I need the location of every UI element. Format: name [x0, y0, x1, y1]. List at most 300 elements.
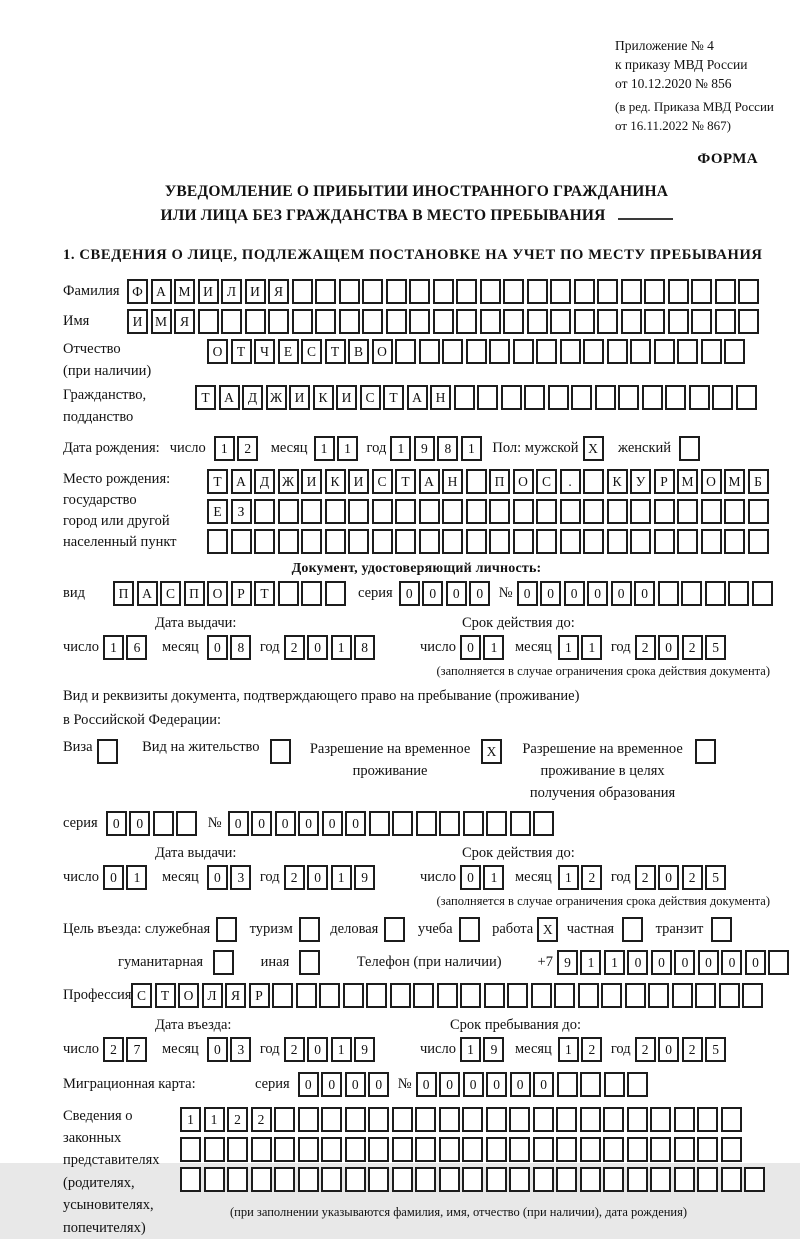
char-cell[interactable] — [419, 339, 440, 364]
char-cell[interactable] — [738, 309, 759, 334]
char-cell[interactable] — [509, 1167, 530, 1192]
char-cell[interactable] — [603, 1137, 624, 1162]
char-cell[interactable] — [580, 1167, 601, 1192]
char-cell[interactable] — [325, 499, 346, 524]
char-cell[interactable] — [462, 1167, 483, 1192]
char-cell[interactable] — [439, 1107, 460, 1132]
char-cell[interactable] — [462, 1137, 483, 1162]
char-cell[interactable] — [548, 385, 569, 410]
char-cell[interactable] — [674, 1137, 695, 1162]
char-cell[interactable] — [409, 309, 430, 334]
char-cell[interactable] — [489, 339, 510, 364]
char-cell[interactable]: О — [513, 469, 534, 494]
char-cell[interactable] — [463, 811, 484, 836]
char-cell[interactable] — [524, 385, 545, 410]
char-cell[interactable]: Ж — [266, 385, 287, 410]
char-cell[interactable] — [442, 529, 463, 554]
checkbox-study[interactable] — [459, 917, 480, 942]
char-cell[interactable]: Т — [195, 385, 216, 410]
char-cell[interactable]: 0 — [745, 950, 766, 975]
char-cell[interactable] — [176, 811, 197, 836]
char-cell[interactable]: Т — [325, 339, 346, 364]
char-cell[interactable]: 0 — [106, 811, 127, 836]
char-cell[interactable] — [574, 309, 595, 334]
char-cell[interactable] — [395, 529, 416, 554]
char-cell[interactable]: 2 — [237, 436, 258, 461]
char-cell[interactable] — [339, 279, 360, 304]
char-cell[interactable]: 5 — [705, 865, 726, 890]
char-cell[interactable] — [180, 1167, 201, 1192]
char-cell[interactable] — [574, 279, 595, 304]
char-cell[interactable] — [533, 1107, 554, 1132]
char-cell[interactable]: С — [131, 983, 152, 1008]
char-cell[interactable] — [198, 309, 219, 334]
char-cell[interactable]: 1 — [580, 950, 601, 975]
char-cell[interactable]: 1 — [558, 865, 579, 890]
char-cell[interactable] — [510, 811, 531, 836]
char-cell[interactable]: 0 — [587, 581, 608, 606]
char-cell[interactable] — [691, 279, 712, 304]
char-cell[interactable] — [274, 1107, 295, 1132]
char-cell[interactable]: 2 — [581, 865, 602, 890]
char-cell[interactable]: 0 — [345, 811, 366, 836]
char-cell[interactable]: 0 — [207, 635, 228, 660]
checkbox-temp-permit-edu[interactable] — [695, 739, 716, 764]
char-cell[interactable] — [627, 1107, 648, 1132]
char-cell[interactable]: К — [313, 385, 334, 410]
char-cell[interactable]: И — [348, 469, 369, 494]
char-cell[interactable] — [677, 339, 698, 364]
char-cell[interactable] — [650, 1167, 671, 1192]
char-cell[interactable]: И — [336, 385, 357, 410]
char-cell[interactable]: Т — [383, 385, 404, 410]
char-cell[interactable]: 1 — [314, 436, 335, 461]
char-cell[interactable]: 1 — [460, 1037, 481, 1062]
char-cell[interactable]: 0 — [658, 865, 679, 890]
char-cell[interactable] — [362, 279, 383, 304]
checkbox-business[interactable] — [384, 917, 405, 942]
char-cell[interactable]: 8 — [230, 635, 251, 660]
char-cell[interactable] — [419, 529, 440, 554]
char-cell[interactable] — [419, 499, 440, 524]
char-cell[interactable]: 9 — [483, 1037, 504, 1062]
checkbox-work[interactable]: X — [537, 917, 558, 942]
char-cell[interactable] — [221, 309, 242, 334]
char-cell[interactable] — [439, 1167, 460, 1192]
char-cell[interactable] — [583, 529, 604, 554]
checkbox-temp-permit[interactable]: X — [481, 739, 502, 764]
char-cell[interactable] — [603, 1107, 624, 1132]
char-cell[interactable]: 3 — [230, 865, 251, 890]
checkbox-private[interactable] — [622, 917, 643, 942]
char-cell[interactable] — [728, 581, 749, 606]
char-cell[interactable]: Л — [221, 279, 242, 304]
char-cell[interactable]: 9 — [414, 436, 435, 461]
char-cell[interactable] — [654, 499, 675, 524]
char-cell[interactable]: 0 — [207, 1037, 228, 1062]
char-cell[interactable]: 1 — [461, 436, 482, 461]
char-cell[interactable] — [715, 279, 736, 304]
char-cell[interactable] — [724, 499, 745, 524]
char-cell[interactable]: Р — [249, 983, 270, 1008]
char-cell[interactable]: В — [348, 339, 369, 364]
char-cell[interactable]: И — [198, 279, 219, 304]
char-cell[interactable] — [721, 1137, 742, 1162]
char-cell[interactable] — [556, 1167, 577, 1192]
char-cell[interactable] — [748, 529, 769, 554]
char-cell[interactable]: 1 — [558, 635, 579, 660]
char-cell[interactable] — [392, 1107, 413, 1132]
char-cell[interactable] — [298, 1137, 319, 1162]
char-cell[interactable] — [719, 983, 740, 1008]
char-cell[interactable] — [607, 529, 628, 554]
char-cell[interactable] — [697, 1107, 718, 1132]
char-cell[interactable] — [736, 385, 757, 410]
char-cell[interactable]: Ф — [127, 279, 148, 304]
char-cell[interactable] — [712, 385, 733, 410]
char-cell[interactable]: 0 — [439, 1072, 460, 1097]
char-cell[interactable] — [621, 309, 642, 334]
char-cell[interactable] — [477, 385, 498, 410]
char-cell[interactable] — [597, 279, 618, 304]
char-cell[interactable] — [292, 309, 313, 334]
char-cell[interactable] — [681, 581, 702, 606]
char-cell[interactable]: А — [419, 469, 440, 494]
char-cell[interactable] — [536, 529, 557, 554]
char-cell[interactable] — [180, 1137, 201, 1162]
char-cell[interactable]: О — [701, 469, 722, 494]
char-cell[interactable]: Р — [231, 581, 252, 606]
char-cell[interactable] — [272, 983, 293, 1008]
char-cell[interactable] — [768, 950, 789, 975]
char-cell[interactable]: Е — [278, 339, 299, 364]
char-cell[interactable]: М — [151, 309, 172, 334]
char-cell[interactable] — [533, 1137, 554, 1162]
checkbox-male[interactable]: X — [583, 436, 604, 461]
char-cell[interactable]: О — [207, 581, 228, 606]
char-cell[interactable]: 2 — [284, 865, 305, 890]
char-cell[interactable] — [368, 1107, 389, 1132]
char-cell[interactable] — [627, 1137, 648, 1162]
char-cell[interactable]: 1 — [331, 865, 352, 890]
char-cell[interactable] — [395, 499, 416, 524]
char-cell[interactable] — [550, 309, 571, 334]
char-cell[interactable] — [691, 309, 712, 334]
char-cell[interactable]: Д — [242, 385, 263, 410]
char-cell[interactable]: 0 — [251, 811, 272, 836]
char-cell[interactable]: 1 — [180, 1107, 201, 1132]
char-cell[interactable] — [362, 309, 383, 334]
char-cell[interactable]: С — [360, 385, 381, 410]
char-cell[interactable] — [227, 1167, 248, 1192]
char-cell[interactable] — [536, 499, 557, 524]
char-cell[interactable]: 0 — [674, 950, 695, 975]
char-cell[interactable] — [697, 1167, 718, 1192]
char-cell[interactable]: У — [630, 469, 651, 494]
char-cell[interactable]: . — [560, 469, 581, 494]
char-cell[interactable] — [345, 1107, 366, 1132]
char-cell[interactable]: Н — [442, 469, 463, 494]
char-cell[interactable]: П — [113, 581, 134, 606]
char-cell[interactable] — [301, 581, 322, 606]
char-cell[interactable]: 0 — [634, 581, 655, 606]
char-cell[interactable] — [439, 811, 460, 836]
char-cell[interactable] — [597, 309, 618, 334]
char-cell[interactable] — [484, 983, 505, 1008]
char-cell[interactable] — [486, 1107, 507, 1132]
char-cell[interactable] — [642, 385, 663, 410]
char-cell[interactable] — [386, 309, 407, 334]
char-cell[interactable]: 0 — [658, 635, 679, 660]
char-cell[interactable] — [321, 1137, 342, 1162]
char-cell[interactable] — [296, 983, 317, 1008]
char-cell[interactable] — [416, 811, 437, 836]
char-cell[interactable] — [278, 581, 299, 606]
char-cell[interactable] — [462, 1107, 483, 1132]
checkbox-transit[interactable] — [711, 917, 732, 942]
char-cell[interactable] — [204, 1137, 225, 1162]
char-cell[interactable] — [533, 1167, 554, 1192]
char-cell[interactable] — [533, 811, 554, 836]
char-cell[interactable] — [466, 339, 487, 364]
char-cell[interactable] — [442, 339, 463, 364]
char-cell[interactable] — [630, 529, 651, 554]
char-cell[interactable]: 0 — [486, 1072, 507, 1097]
char-cell[interactable]: 9 — [354, 865, 375, 890]
char-cell[interactable]: 2 — [682, 865, 703, 890]
char-cell[interactable]: А — [219, 385, 240, 410]
char-cell[interactable] — [527, 309, 548, 334]
char-cell[interactable]: 8 — [354, 635, 375, 660]
char-cell[interactable] — [721, 1167, 742, 1192]
char-cell[interactable] — [627, 1072, 648, 1097]
checkbox-tourism[interactable] — [299, 917, 320, 942]
char-cell[interactable] — [321, 1107, 342, 1132]
char-cell[interactable]: Д — [254, 469, 275, 494]
char-cell[interactable]: 1 — [331, 1037, 352, 1062]
char-cell[interactable]: Я — [268, 279, 289, 304]
char-cell[interactable]: 2 — [682, 635, 703, 660]
char-cell[interactable] — [674, 1167, 695, 1192]
char-cell[interactable] — [489, 499, 510, 524]
char-cell[interactable] — [392, 1167, 413, 1192]
char-cell[interactable]: 0 — [307, 635, 328, 660]
char-cell[interactable]: И — [245, 279, 266, 304]
char-cell[interactable]: 1 — [204, 1107, 225, 1132]
char-cell[interactable] — [227, 1137, 248, 1162]
char-cell[interactable] — [625, 983, 646, 1008]
char-cell[interactable] — [301, 499, 322, 524]
char-cell[interactable]: М — [677, 469, 698, 494]
char-cell[interactable]: 0 — [510, 1072, 531, 1097]
char-cell[interactable] — [752, 581, 773, 606]
char-cell[interactable] — [390, 983, 411, 1008]
char-cell[interactable] — [630, 499, 651, 524]
char-cell[interactable]: 0 — [129, 811, 150, 836]
char-cell[interactable] — [668, 279, 689, 304]
char-cell[interactable]: С — [536, 469, 557, 494]
char-cell[interactable] — [650, 1137, 671, 1162]
char-cell[interactable]: 1 — [604, 950, 625, 975]
char-cell[interactable]: К — [325, 469, 346, 494]
char-cell[interactable] — [601, 983, 622, 1008]
char-cell[interactable]: 0 — [422, 581, 443, 606]
char-cell[interactable] — [415, 1137, 436, 1162]
char-cell[interactable] — [456, 309, 477, 334]
char-cell[interactable]: 0 — [228, 811, 249, 836]
char-cell[interactable]: 1 — [558, 1037, 579, 1062]
checkbox-female[interactable] — [679, 436, 700, 461]
char-cell[interactable] — [650, 1107, 671, 1132]
char-cell[interactable] — [677, 529, 698, 554]
char-cell[interactable] — [372, 529, 393, 554]
char-cell[interactable]: О — [178, 983, 199, 1008]
char-cell[interactable] — [672, 983, 693, 1008]
char-cell[interactable] — [321, 1167, 342, 1192]
char-cell[interactable]: С — [160, 581, 181, 606]
char-cell[interactable]: П — [489, 469, 510, 494]
char-cell[interactable] — [658, 581, 679, 606]
char-cell[interactable] — [607, 499, 628, 524]
char-cell[interactable]: 1 — [483, 635, 504, 660]
char-cell[interactable] — [345, 1167, 366, 1192]
char-cell[interactable] — [507, 983, 528, 1008]
char-cell[interactable]: А — [137, 581, 158, 606]
char-cell[interactable] — [509, 1107, 530, 1132]
char-cell[interactable]: 0 — [307, 865, 328, 890]
char-cell[interactable] — [348, 529, 369, 554]
char-cell[interactable] — [413, 983, 434, 1008]
char-cell[interactable] — [560, 499, 581, 524]
char-cell[interactable] — [366, 983, 387, 1008]
char-cell[interactable] — [319, 983, 340, 1008]
char-cell[interactable]: 0 — [698, 950, 719, 975]
char-cell[interactable]: М — [724, 469, 745, 494]
char-cell[interactable]: 2 — [635, 865, 656, 890]
char-cell[interactable] — [301, 529, 322, 554]
char-cell[interactable]: 0 — [564, 581, 585, 606]
char-cell[interactable]: И — [289, 385, 310, 410]
char-cell[interactable] — [369, 811, 390, 836]
char-cell[interactable] — [325, 529, 346, 554]
char-cell[interactable] — [368, 1137, 389, 1162]
char-cell[interactable] — [695, 983, 716, 1008]
char-cell[interactable] — [231, 529, 252, 554]
char-cell[interactable]: 1 — [390, 436, 411, 461]
char-cell[interactable]: 2 — [284, 635, 305, 660]
char-cell[interactable]: А — [231, 469, 252, 494]
char-cell[interactable]: Ч — [254, 339, 275, 364]
char-cell[interactable] — [503, 309, 524, 334]
char-cell[interactable] — [721, 1107, 742, 1132]
char-cell[interactable]: 0 — [399, 581, 420, 606]
char-cell[interactable] — [557, 1072, 578, 1097]
char-cell[interactable]: 0 — [463, 1072, 484, 1097]
char-cell[interactable]: 8 — [437, 436, 458, 461]
char-cell[interactable] — [580, 1072, 601, 1097]
char-cell[interactable]: 1 — [581, 635, 602, 660]
char-cell[interactable]: Л — [202, 983, 223, 1008]
char-cell[interactable]: С — [372, 469, 393, 494]
char-cell[interactable] — [439, 1137, 460, 1162]
char-cell[interactable]: 0 — [298, 1072, 319, 1097]
char-cell[interactable]: Т — [207, 469, 228, 494]
char-cell[interactable] — [665, 385, 686, 410]
char-cell[interactable] — [513, 339, 534, 364]
char-cell[interactable]: Я — [174, 309, 195, 334]
char-cell[interactable] — [715, 309, 736, 334]
char-cell[interactable] — [392, 811, 413, 836]
char-cell[interactable]: Е — [207, 499, 228, 524]
char-cell[interactable] — [315, 309, 336, 334]
char-cell[interactable]: 0 — [540, 581, 561, 606]
char-cell[interactable] — [580, 1107, 601, 1132]
char-cell[interactable]: 0 — [275, 811, 296, 836]
char-cell[interactable] — [368, 1167, 389, 1192]
char-cell[interactable] — [513, 529, 534, 554]
checkbox-humanitarian[interactable] — [213, 950, 234, 975]
char-cell[interactable]: И — [127, 309, 148, 334]
char-cell[interactable] — [298, 1107, 319, 1132]
char-cell[interactable] — [339, 309, 360, 334]
char-cell[interactable] — [644, 309, 665, 334]
char-cell[interactable] — [668, 309, 689, 334]
char-cell[interactable]: 2 — [284, 1037, 305, 1062]
char-cell[interactable]: К — [607, 469, 628, 494]
char-cell[interactable]: 0 — [611, 581, 632, 606]
char-cell[interactable]: Ж — [278, 469, 299, 494]
char-cell[interactable] — [486, 811, 507, 836]
char-cell[interactable] — [724, 529, 745, 554]
char-cell[interactable] — [701, 499, 722, 524]
char-cell[interactable] — [531, 983, 552, 1008]
char-cell[interactable]: 1 — [337, 436, 358, 461]
char-cell[interactable] — [153, 811, 174, 836]
char-cell[interactable] — [466, 499, 487, 524]
char-cell[interactable] — [550, 279, 571, 304]
char-cell[interactable]: 0 — [322, 811, 343, 836]
char-cell[interactable] — [298, 1167, 319, 1192]
char-cell[interactable] — [415, 1167, 436, 1192]
char-cell[interactable]: Н — [430, 385, 451, 410]
char-cell[interactable]: 0 — [469, 581, 490, 606]
char-cell[interactable] — [486, 1167, 507, 1192]
char-cell[interactable] — [705, 581, 726, 606]
char-cell[interactable] — [674, 1107, 695, 1132]
char-cell[interactable] — [433, 279, 454, 304]
char-cell[interactable]: И — [301, 469, 322, 494]
char-cell[interactable]: 2 — [581, 1037, 602, 1062]
char-cell[interactable]: А — [407, 385, 428, 410]
char-cell[interactable] — [325, 581, 346, 606]
char-cell[interactable] — [278, 499, 299, 524]
char-cell[interactable] — [748, 499, 769, 524]
char-cell[interactable]: А — [151, 279, 172, 304]
char-cell[interactable] — [466, 469, 487, 494]
char-cell[interactable]: 5 — [705, 635, 726, 660]
char-cell[interactable] — [292, 279, 313, 304]
char-cell[interactable] — [348, 499, 369, 524]
char-cell[interactable] — [415, 1107, 436, 1132]
char-cell[interactable] — [489, 529, 510, 554]
char-cell[interactable]: 2 — [227, 1107, 248, 1132]
checkbox-other[interactable] — [299, 950, 320, 975]
checkbox-visa[interactable] — [97, 739, 118, 764]
char-cell[interactable]: 0 — [321, 1072, 342, 1097]
char-cell[interactable]: О — [207, 339, 228, 364]
char-cell[interactable] — [556, 1137, 577, 1162]
char-cell[interactable]: Т — [231, 339, 252, 364]
